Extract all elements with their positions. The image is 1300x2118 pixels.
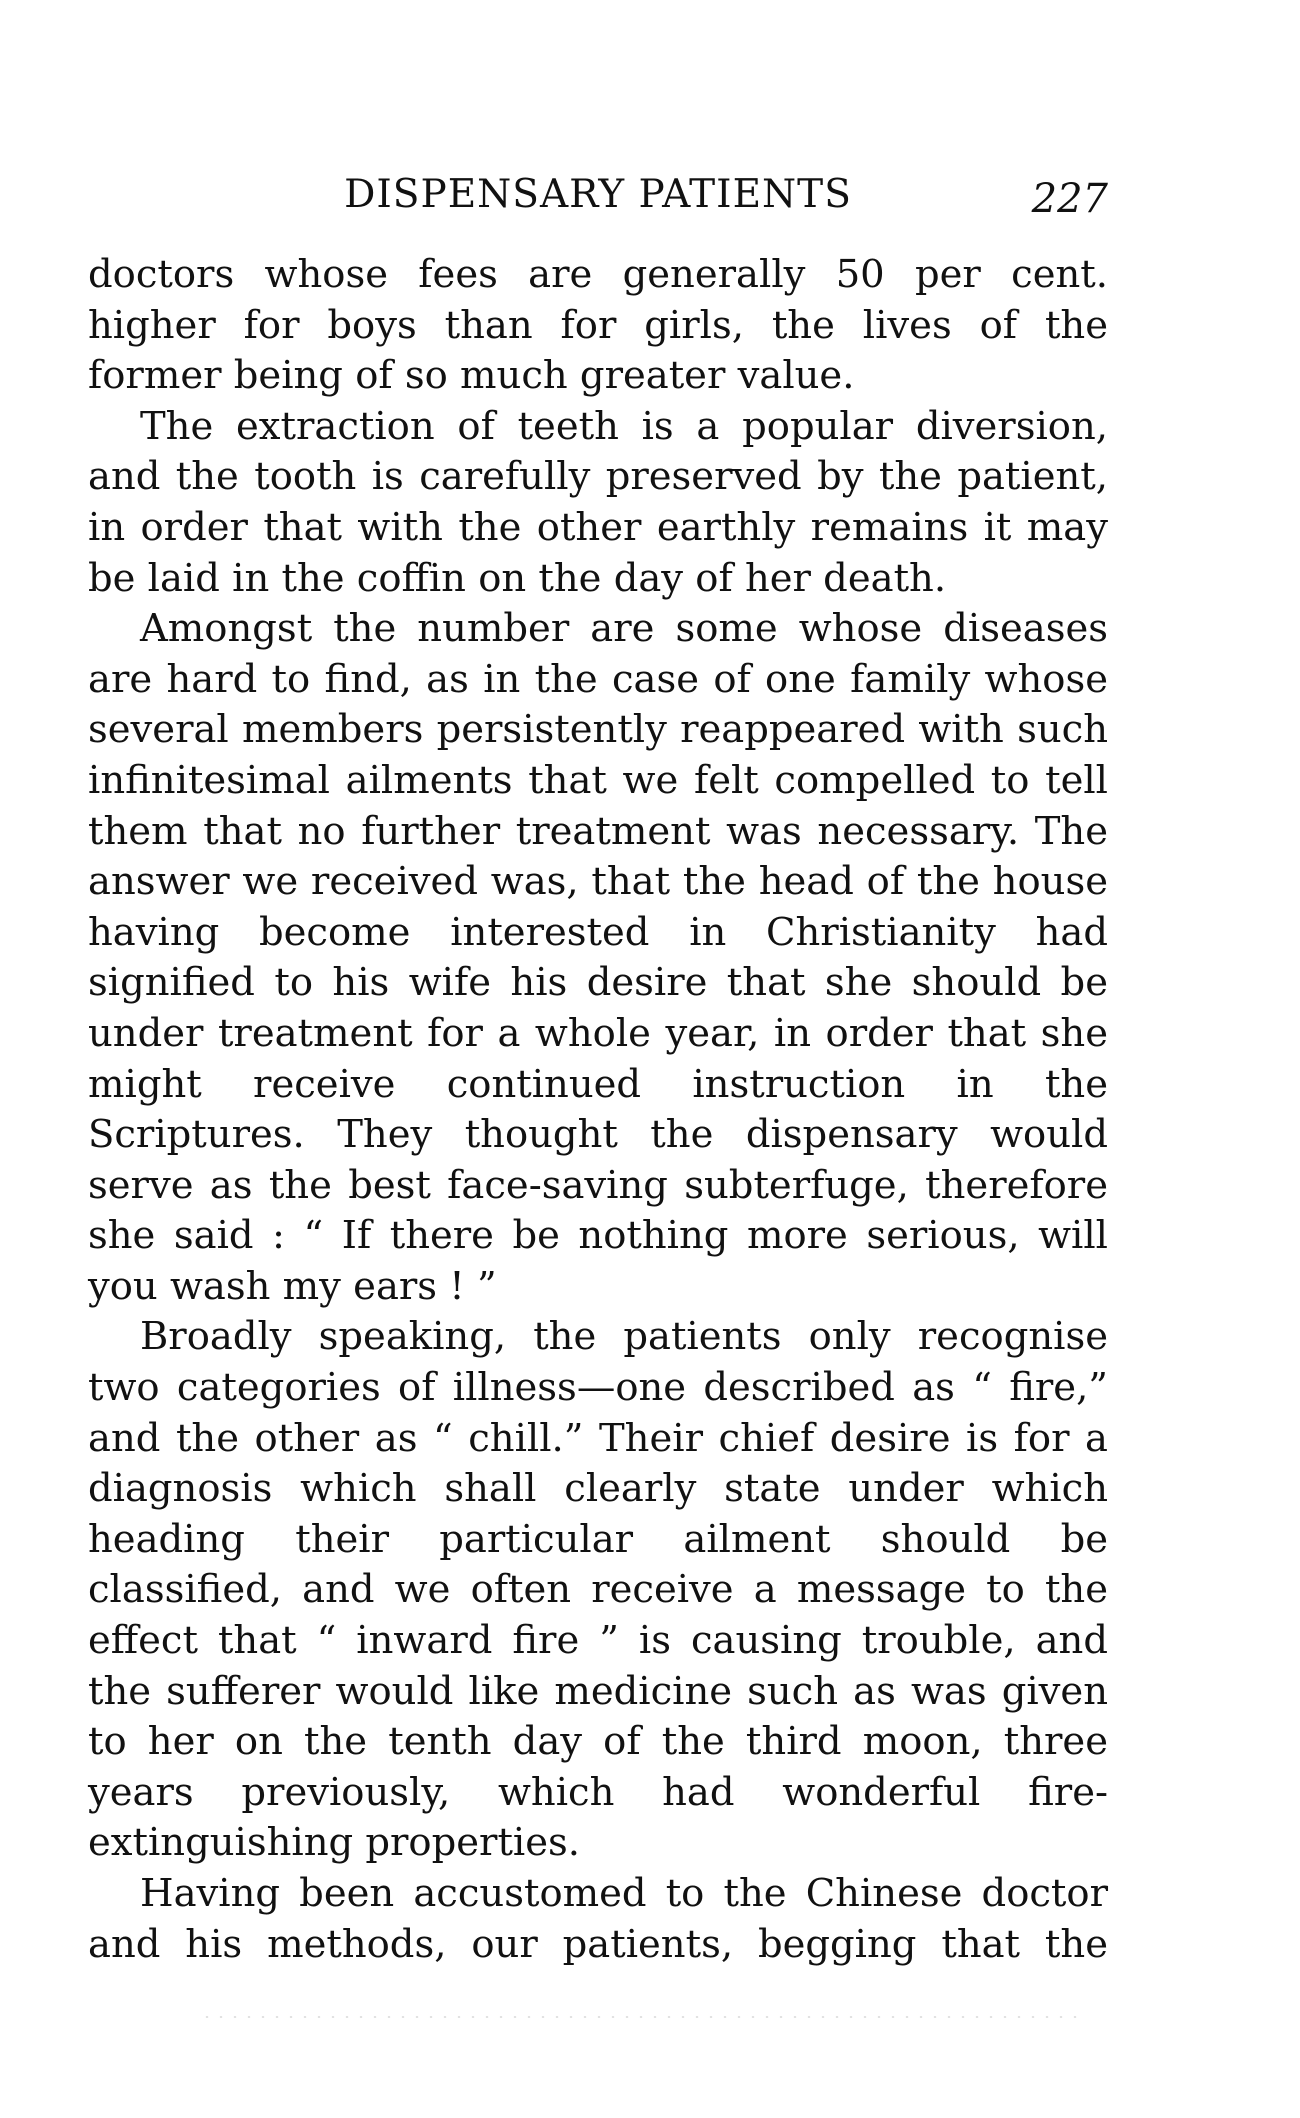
- page-number: 227: [1031, 176, 1108, 222]
- page-header: [88, 170, 1108, 230]
- paragraph-continued: doctors whose fees are generally 50 per cent. higher for boys than for girls, the lives of the former being of so much greater value.: [88, 252, 1108, 399]
- paragraph: Broadly speaking, the patients only recognise two categories of illness—one described as “ fire,” and the other as “ chill.” Their chief desire is for a diagnosis which shall clearly state under which heading their particular ailment should be classified, and we often receive a message to the effect that “ inward fire ” is causing trouble, and the sufferer would like medicine such as was given to her on the tenth day of the third moon, three years previously, which had wonderful fire-extinguishing properties.: [88, 1314, 1108, 1866]
- paragraph: The extraction of teeth is a popular diversion, and the tooth is carefully preserved by the patient, in order that with the other earthly remains it may be laid in the coffin on the day of her death.: [88, 403, 1108, 601]
- paragraph-continues: Having been accustomed to the Chinese doctor and his methods, our patients, begging that the: [88, 1871, 1108, 1967]
- book-page: [88, 170, 1108, 1970]
- scan-artifact: [200, 2012, 1080, 2024]
- body-text: [88, 250, 1108, 1970]
- running-head: DISPENSARY PATIENTS: [344, 172, 852, 217]
- paragraph: Amongst the number are some whose diseases are hard to find, as in the case of one family whose several members persistently reappeared with such infinitesimal ailments that we felt compelled to tell them that no further treatment was necessary. The answer we received was, that the head of the house having become interested in Christianity had signified to his wife his desire that she should be under treatment for a whole year, in order that she might receive continued instruction in the Scriptures. They thought the dispensary would serve as the best face-saving subterfuge, therefore she said : “ If there be nothing more serious, will you wash my ears ! ”: [88, 606, 1108, 1309]
